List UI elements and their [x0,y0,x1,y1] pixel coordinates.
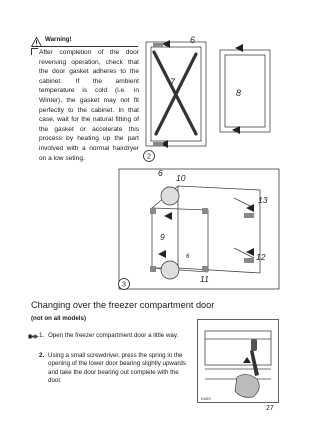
arrow-icon [164,212,172,220]
step-text: Open the freezer compartment door a little way. [48,332,179,339]
section-title: Changing over the freezer compartment door [31,300,215,310]
step-item [39,332,194,352]
hinge-top [161,187,179,205]
freezer-compartment [205,331,271,365]
fig1-label-7: 7 [170,77,176,87]
warning-text: After completion of the door reversing operation, check that the door gasket adheres to the cabinet. If the ambient temperature is cold (i.e. in Winter), the gasket may not fit perfectly to the cabinet. In that case, wait for the natural fitting of the gasket or accelerate this process by heating up the part involved with a normal hairdryer on a low seting. [39,49,139,162]
arrow-icon [243,357,251,363]
screwdriver [250,349,259,376]
screwdriver-handle [251,339,257,351]
hinge-bottom [161,261,179,279]
warning-divider [32,46,138,47]
fig2-label-11: 11 [200,274,209,284]
step-text: Using a small screwdriver, press the spring in the opening of the lower door bearing slightly upwards and take the door bearing out complete with the door. [48,352,186,385]
warning-bracket [31,48,38,55]
fig1-number: 2 [147,153,151,161]
arrow-icon [158,250,166,258]
fig2-label-6: 6 [158,168,163,178]
step-item [39,352,194,400]
step-number: 1. [39,332,45,339]
page-number: 27 [266,405,274,412]
figure-screwdriver-hinge [197,319,279,403]
hand-pointer-icon [28,332,39,341]
fig2-label-9: 9 [160,232,165,242]
cabinet-side-inner [225,55,265,127]
cabinet-side [220,50,270,132]
fig2-label-10: 10 [176,173,186,183]
figure-code: D069 [201,396,211,401]
figure-door-diagonal-check [140,30,280,165]
arrow-icon [235,44,243,52]
arrow-icon [246,204,254,212]
fig2-label-13: 13 [258,195,268,205]
section-subtitle: (not on all models) [31,315,86,322]
warning-title: Warning! [45,36,72,43]
fig2-label-12: 12 [256,252,266,262]
fig2-label-6b: 6 [186,254,190,260]
fig1-label-6: 6 [190,35,196,45]
fig1-label-8: 8 [236,88,242,98]
figure-door-hinges [118,168,280,290]
step-number: 2. [39,352,45,359]
hand-shape [235,374,259,397]
fig2-number: 3 [122,281,126,289]
